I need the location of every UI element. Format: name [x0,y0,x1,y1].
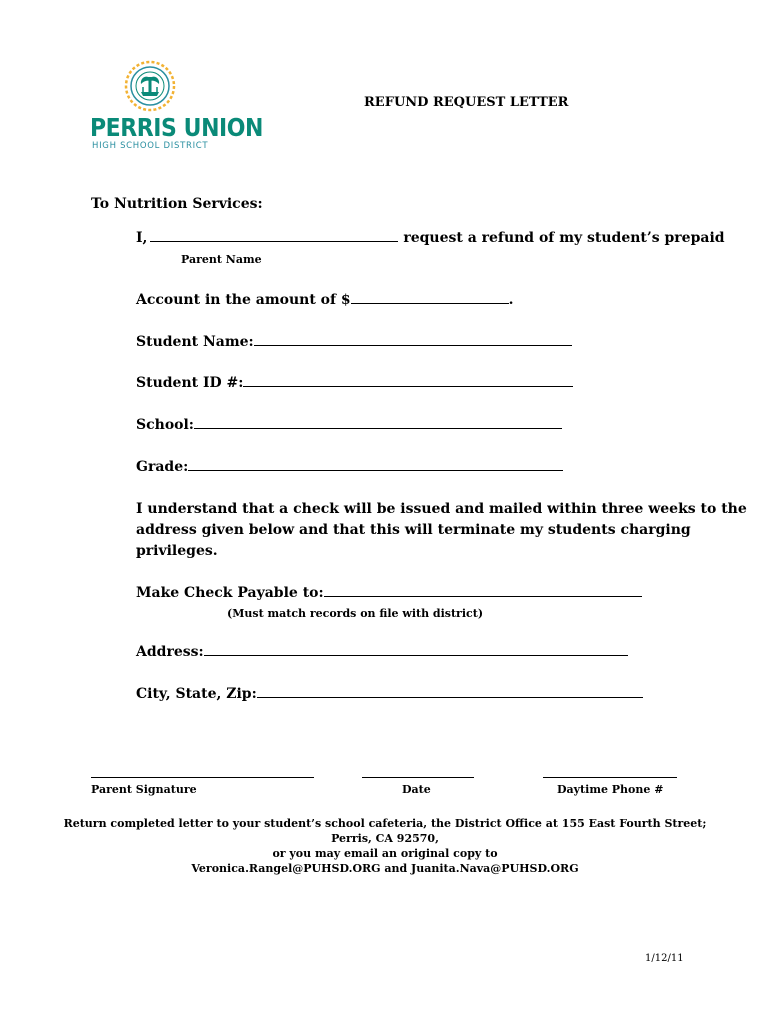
phone-label: Daytime Phone # [557,783,664,796]
footer-line-2: Perris, CA 92570, [331,832,439,845]
student-name-row [136,334,572,350]
address-field[interactable] [204,654,628,656]
payable-note: (Must match records on file with district) [227,607,484,620]
grade-row [136,459,563,475]
payable-label: Make Check Payable to: [136,585,324,601]
address-label: Address: [136,644,204,660]
footer-line-3: or you may email an original copy to [272,847,498,860]
date-label: Date [402,783,431,796]
logo-subtitle: HIGH SCHOOL DISTRICT [92,141,209,151]
phone-line[interactable] [543,777,677,778]
address-row [136,644,628,660]
page-title: REFUND REQUEST LETTER [364,95,569,110]
amount-suffix: . [508,292,514,308]
understand-line-2: address given below and that this will terminate my students charging [136,522,691,538]
footer-email-line: Veronica.Rangel@PUHSD.ORG and Juanita.Nava@PUHSD.ORG [191,862,579,875]
understand-line-1: I understand that a check will be issued and mailed within three weeks to the [136,501,747,517]
document-date: 1/12/11 [645,953,684,964]
school-label: School: [136,417,194,433]
footer-line-1: Return completed letter to your student’s school cafeteria, the District Office at 155 East Fourth Street; [63,817,707,830]
payable-row [136,585,642,601]
student-name-label: Student Name: [136,334,254,350]
city-field[interactable] [257,696,643,698]
request-suffix: request a refund of my student’s prepaid [403,230,725,246]
understand-line-3: privileges. [136,543,218,559]
parent-name-caption: Parent Name [181,253,262,266]
grade-field[interactable] [188,469,563,471]
grade-label: Grade: [136,459,189,475]
amount-line [136,292,514,308]
student-id-field[interactable] [243,385,573,387]
parent-name-line[interactable] [150,240,398,242]
school-field[interactable] [194,427,562,429]
amount-label: Account in the amount of $ [136,292,351,308]
payable-field[interactable] [324,595,642,597]
request-prefix: I, [136,230,148,246]
date-line[interactable] [362,777,474,778]
student-name-field[interactable] [254,344,572,346]
parent-signature-line[interactable] [91,777,314,778]
city-row [136,686,643,702]
amount-field[interactable] [351,302,509,304]
salutation: To Nutrition Services: [91,196,263,212]
logo-name: PERRIS UNION [90,113,264,142]
student-id-label: Student ID #: [136,375,244,391]
parent-signature-label: Parent Signature [91,783,197,796]
request-line [136,230,725,246]
city-label: City, State, Zip: [136,686,257,702]
student-id-row [136,375,573,391]
school-row [136,417,562,433]
